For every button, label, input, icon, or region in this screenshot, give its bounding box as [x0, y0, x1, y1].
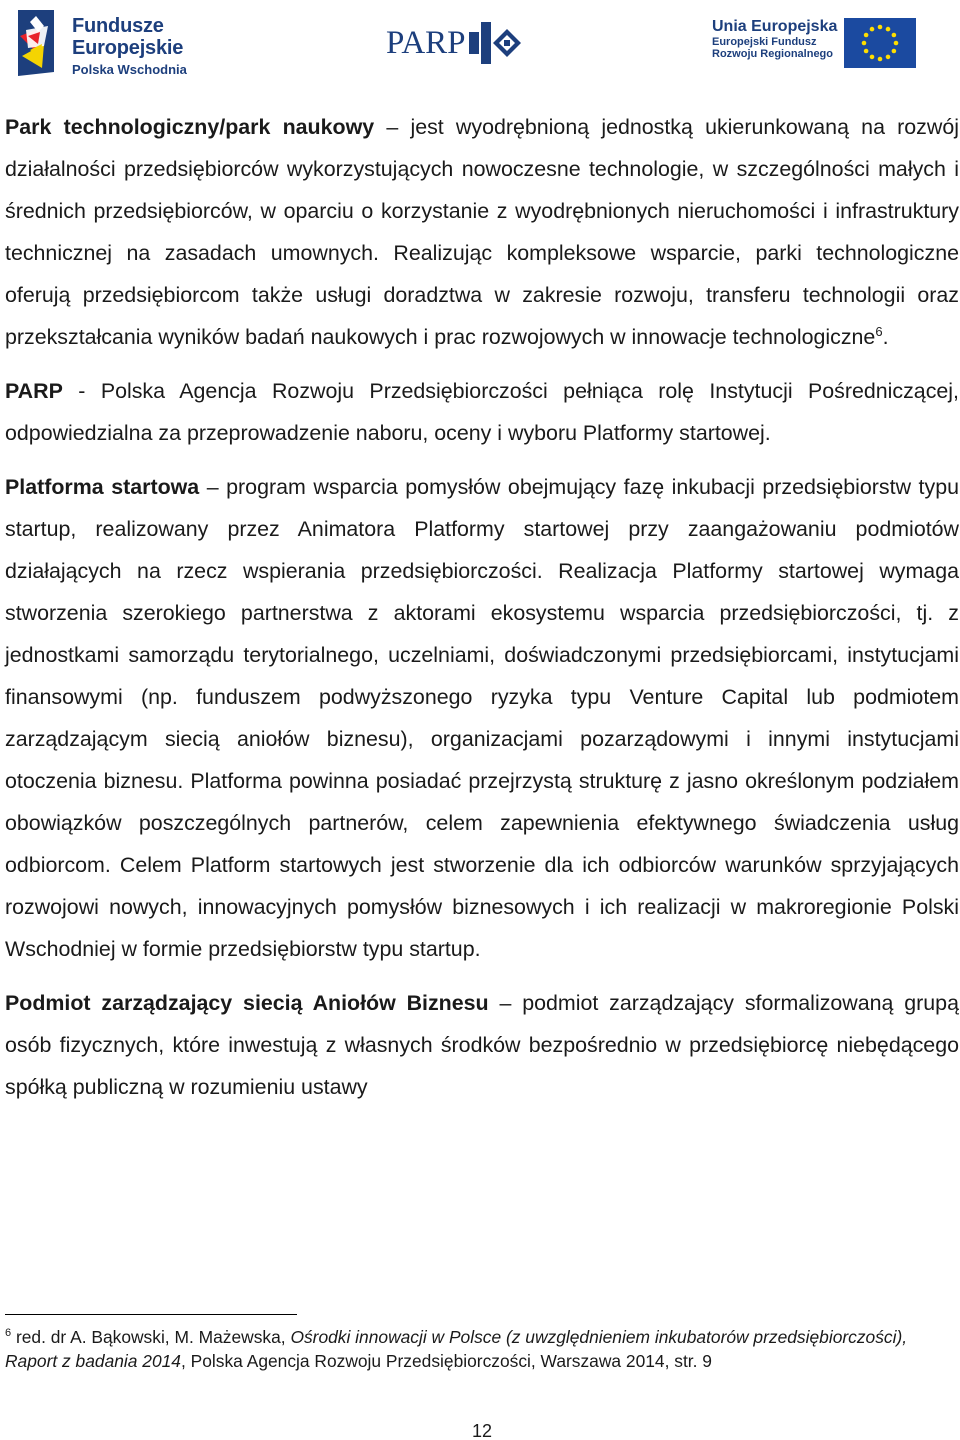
definition-park-technologiczny	[5, 106, 959, 358]
definition-platforma-startowa	[5, 466, 959, 970]
ue-line-3: Rozwoju Regionalnego	[712, 48, 833, 61]
page-number: 12	[471, 1421, 493, 1440]
footnote-reference[interactable]: 6	[875, 323, 883, 339]
parp-emblem-icon	[469, 18, 521, 68]
parp-logo	[384, 18, 524, 68]
unia-europejska-wordmark	[712, 19, 837, 61]
term-separator: -	[62, 379, 101, 403]
fundusze-europejskie-wordmark	[72, 16, 187, 76]
fe-line-3: Polska Wschodnia	[72, 62, 187, 77]
sentence-end: .	[882, 325, 889, 349]
footnote-title: Ośrodki innowacji w Polsce (z uwzględnieniem inkubatorów przedsiębiorczości), Raport z badania 2014	[5, 1327, 908, 1371]
term-separator: –	[199, 475, 227, 499]
footnote	[5, 1325, 945, 1373]
definition-text: program wsparcia pomysłów obejmujący fazę inkubacji przedsiębiorstw typu startup, realizowany przez Animatora Platformy startowej przy zaangażowaniu podmiotów działających na rzecz wspierania przedsiębiorczości. Realizacja Platformy startowej wymaga stworzenia szerokiego partnerstwa z aktorami ekosystemu wsparcia przedsiębiorczości, tj. z jednostkami samorządu terytorialnego, uczelniami, doświadczonymi przedsiębiorcami, instytucjami finansowymi (np. funduszem podwyższonego ryzyka typu Venture Capital lub podmiotem zarządzającym siecią aniołów biznesu), organizacjami pozarządowymi i innymi instytucjami otoczenia biznesu. Platforma powinna posiadać przejrzystą strukturę z jasno określonym podziałem obowiązków poszczególnych partnerów, celem zapewnienia efektywnego świadczenia usług odbiorcom. Celem Platform startowych jest stworzenie dla ich odbiorców warunków sprzyjających rozwojowi nowych, innowacyjnych pomysłów biznesowych i ich realizacji w makroregionie Polski Wschodniej w formie przedsiębiorstw typu startup.	[5, 475, 959, 961]
footnote-separator	[5, 1314, 297, 1315]
definition-podmiot-zarzadzajacy	[5, 982, 959, 1108]
footnote-number: 6	[5, 1327, 12, 1340]
definition-parp	[5, 370, 959, 454]
eu-flag-icon	[844, 18, 916, 68]
unia-europejska-logo	[712, 16, 922, 72]
term-parp: PARP	[5, 379, 63, 403]
document-body	[5, 106, 959, 1120]
term-park-technologiczny: Park technologiczny/park naukowy	[5, 115, 375, 139]
fundusze-europejskie-emblem-icon	[14, 6, 70, 80]
definition-text: jest wyodrębnioną jednostką ukierunkowaną na rozwój działalności przedsiębiorców wykorzystujących nowoczesne technologie, w szczególności małych i średnich przedsiębiorców, w oparciu o korzystanie z wyodrębnionych nieruchomości i infrastruktury technicznej na zasadach umownych. Realizując kompleksowe wsparcie, parki technologiczne oferują przedsiębiorcom także usługi doradztwa w zakresie rozwoju, transferu technologii oraz przekształcania wyników badań naukowych i prac rozwojowych w innowacje technologiczne	[5, 115, 959, 349]
footnote-authors: red. dr A. Bąkowski, M. Mażewska,	[11, 1327, 291, 1347]
definition-text: Polska Agencja Rozwoju Przedsiębiorczości pełniąca rolę Instytucji Pośredniczącej, odpowiedzialna za przeprowadzenie naboru, oceny i wyboru Platformy startowej.	[5, 379, 959, 445]
fe-line-2: Europejskie	[72, 37, 184, 59]
term-platforma-startowa: Platforma startowa	[5, 475, 200, 499]
fe-line-1: Fundusze	[72, 15, 164, 37]
ue-line-1: Unia Europejska	[712, 18, 838, 35]
term-separator: –	[374, 115, 411, 139]
ue-line-2: Europejski Fundusz	[712, 35, 817, 48]
header-logo-bar	[0, 0, 960, 90]
parp-wordmark: PARP	[386, 25, 466, 61]
footnote-publisher: , Polska Agencja Rozwoju Przedsiębiorczości, Warszawa 2014, str. 9	[180, 1351, 712, 1371]
definition-text: podmiot zarządzający sformalizowaną grupą osób fizycznych, które inwestują z własnych środków bezpośrednio w przedsiębiorcę niebędącego spółką publiczną w rozumieniu ustawy	[5, 991, 959, 1099]
term-separator: –	[488, 991, 523, 1015]
fundusze-europejskie-logo	[14, 6, 194, 80]
term-podmiot-zarzadzajacy: Podmiot zarządzający siecią Aniołów Biznesu	[5, 991, 489, 1015]
